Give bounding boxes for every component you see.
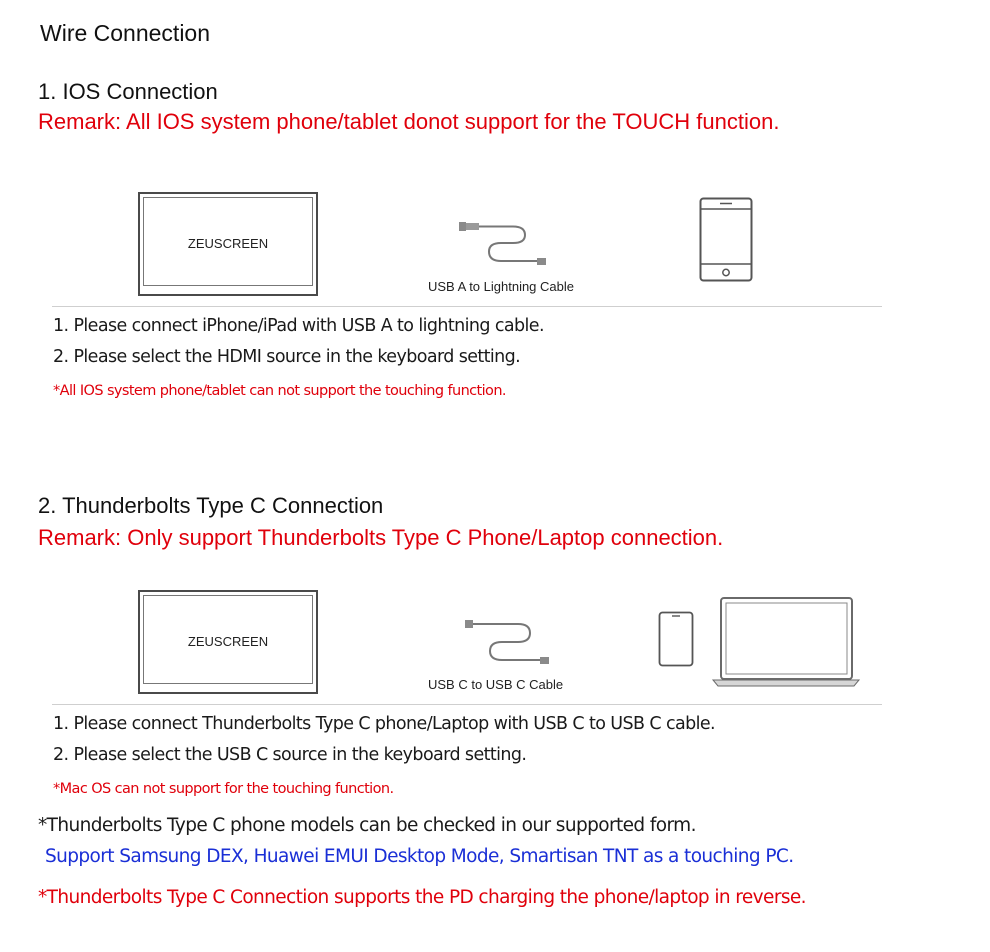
usb-c-cable-icon	[460, 612, 560, 672]
section2-note: *Mac OS can not support for the touching function.	[53, 781, 394, 797]
monitor-icon	[138, 590, 318, 694]
monitor-brand: ZEUSCREEN	[187, 634, 269, 649]
section1-cable-caption: USB A to Lightning Cable	[428, 279, 574, 294]
monitor-icon	[138, 192, 318, 296]
phone-icon	[658, 611, 694, 667]
models-note: *Thunderbolts Type C phone models can be checked in our supported form.	[38, 815, 696, 836]
phone-icon	[699, 197, 753, 282]
monitor-brand: ZEUSCREEN	[187, 236, 269, 251]
support-note: Support Samsung DEX, Huawei EMUI Desktop Mode, Smartisan TNT as a touching PC.	[45, 846, 794, 867]
page-title: Wire Connection	[40, 20, 211, 46]
section1-step-2: 2. Please select the HDMI source in the keyboard setting.	[53, 347, 521, 367]
laptop-icon	[710, 597, 862, 689]
section1-remark: Remark: All IOS system phone/tablet donot support for the TOUCH function.	[38, 109, 780, 134]
charging-note: *Thunderbolts Type C Connection supports the PD charging the phone/laptop in reverse.	[38, 887, 806, 908]
section1-divider	[52, 306, 882, 307]
section2-step-2: 2. Please select the USB C source in the keyboard setting.	[53, 745, 527, 765]
section2-step-1: 1. Please connect Thunderbolts Type C phone/Laptop with USB C to USB C cable.	[53, 714, 716, 734]
section2-cable-caption: USB C to USB C Cable	[428, 677, 564, 692]
lightning-cable-icon	[455, 214, 555, 274]
section1-heading: 1. IOS Connection	[38, 79, 218, 104]
section2-remark: Remark: Only support Thunderbolts Type C Phone/Laptop connection.	[38, 525, 724, 550]
section1-step-1: 1. Please connect iPhone/iPad with USB A to lightning cable.	[53, 316, 544, 336]
section2-heading: 2. Thunderbolts Type C Connection	[38, 493, 384, 518]
section2-divider	[52, 704, 882, 705]
section1-note: *All IOS system phone/tablet can not support the touching function.	[53, 383, 506, 399]
